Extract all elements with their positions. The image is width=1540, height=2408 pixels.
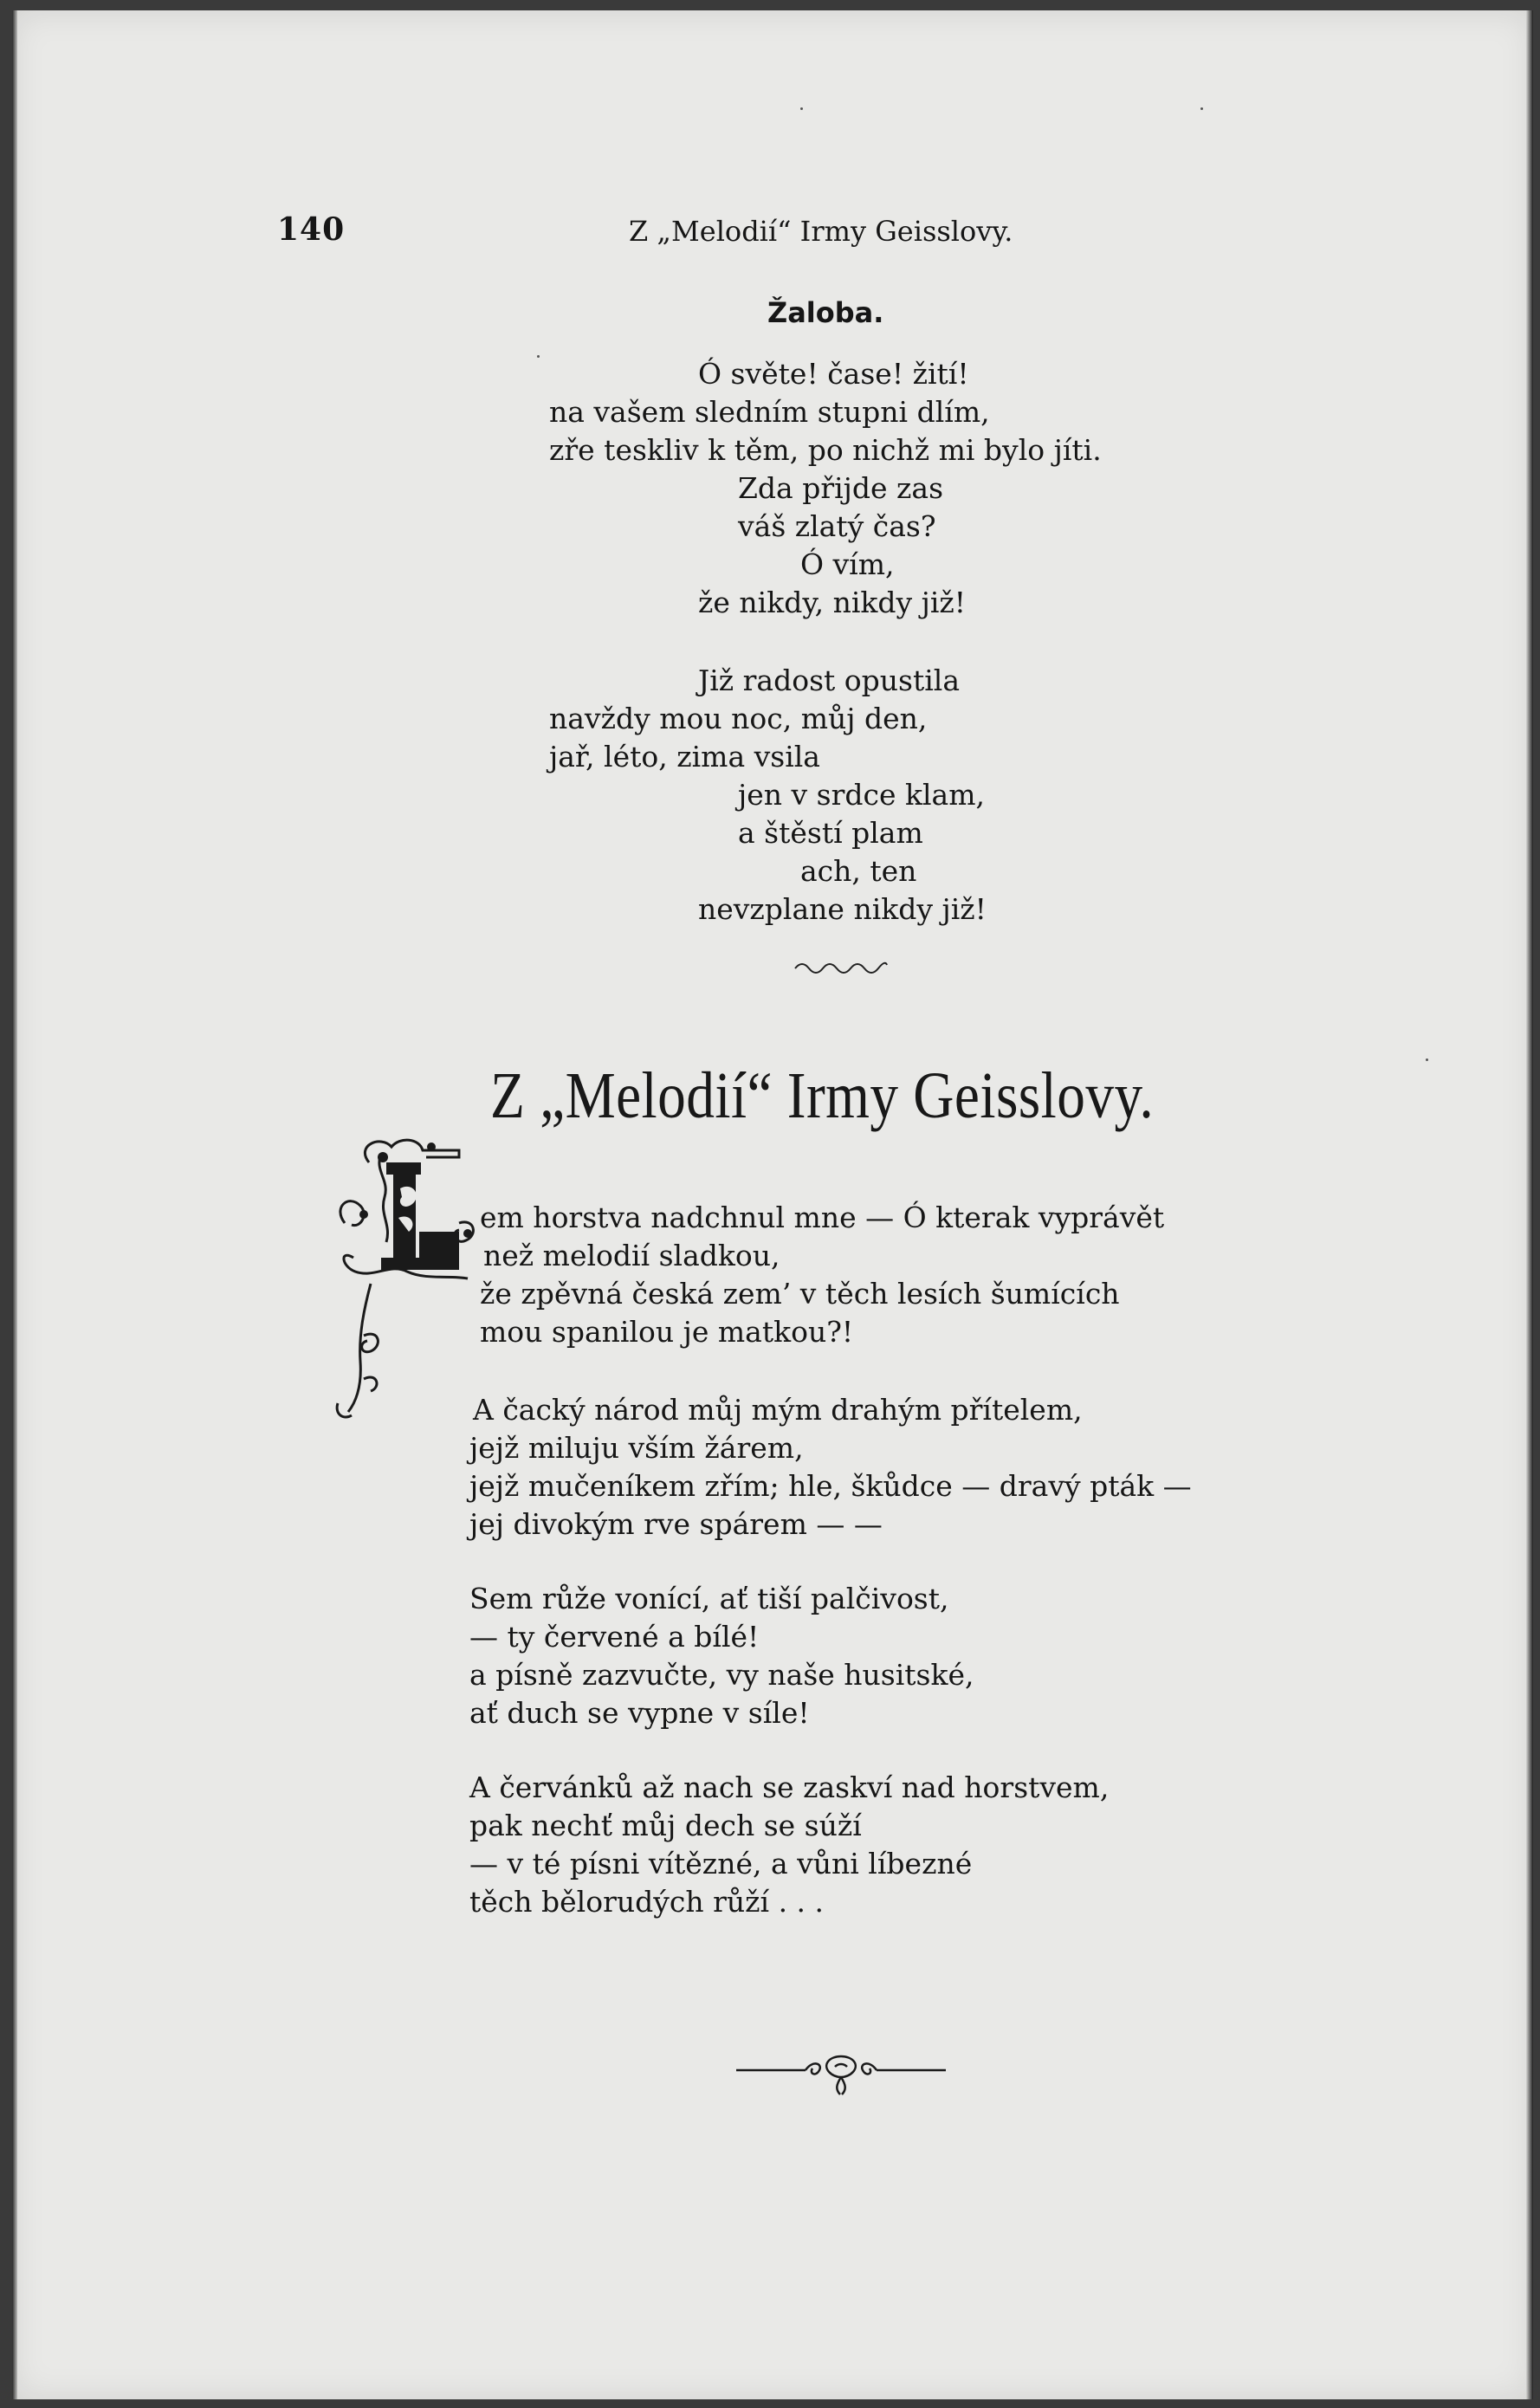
verse-line: Ó světe! čase! žití! bbox=[698, 357, 969, 391]
verse-line: a štěstí plam bbox=[738, 816, 923, 850]
book-page bbox=[12, 10, 1533, 2399]
verse-line: váš zlatý čas? bbox=[738, 509, 936, 543]
scan-speck bbox=[537, 355, 540, 358]
page-number: 140 bbox=[277, 211, 346, 248]
verse-line: em horstva nadchnul mne — Ó kterak vyprávět bbox=[480, 1201, 1165, 1234]
verse-line: že zpěvná česká zem’ v těch lesích šumících bbox=[480, 1277, 1120, 1311]
verse-line: že nikdy, nikdy již! bbox=[698, 586, 967, 619]
verse-line: těch bělorudých růží . . . bbox=[469, 1885, 825, 1919]
poem1-stanza-2 bbox=[12, 662, 1533, 1081]
verse-line: — v té písni vítězné, a vůni líbezné bbox=[469, 1847, 973, 1880]
running-title: Z „Melodií“ Irmy Geisslovy. bbox=[629, 215, 1013, 248]
verse-line: na vašem sledním stupni dlím, bbox=[549, 395, 990, 429]
verse-line: než melodií sladkou, bbox=[483, 1239, 780, 1272]
tailpiece-ornament-icon bbox=[733, 2051, 949, 2103]
verse-line: Již radost opustila bbox=[698, 663, 961, 697]
verse-line: Sem růže vonící, ať tiší palčivost, bbox=[469, 1582, 949, 1615]
verse-line: jejž mučeníkem zřím; hle, škůdce — dravý pták — bbox=[469, 1469, 1192, 1503]
scan-speck bbox=[1426, 1058, 1428, 1061]
poem-title-zaloba: Žaloba. bbox=[767, 296, 884, 329]
verse-line: ach, ten bbox=[800, 854, 917, 888]
verse-line: jejž miluju vším žárem, bbox=[469, 1431, 804, 1465]
poem1-stanza-1 bbox=[12, 355, 1533, 698]
poem-title-melodii: Z „Melodií“ Irmy Geisslovy. bbox=[490, 1059, 1155, 1132]
wavy-divider-icon bbox=[793, 958, 889, 975]
verse-line: a písně zazvučte, vy naše husitské, bbox=[469, 1658, 974, 1692]
verse-line: Zda přijde zas bbox=[738, 471, 944, 505]
verse-line: — ty červené a bílé! bbox=[469, 1620, 760, 1654]
verse-line: ať duch se vypne v síle! bbox=[469, 1696, 810, 1730]
verse-line: jej divokým rve spárem — — bbox=[469, 1507, 883, 1541]
running-header bbox=[12, 211, 1533, 255]
verse-line: A čacký národ můj mým drahým přítelem, bbox=[473, 1393, 1083, 1427]
verse-line: navždy mou noc, můj den, bbox=[549, 702, 928, 735]
verse-line: A červánků až nach se zaskví nad horstvem, bbox=[469, 1770, 1110, 1804]
verse-line: pak nechť můj dech se súží bbox=[469, 1809, 862, 1842]
verse-line: jen v srdce klam, bbox=[738, 778, 985, 812]
verse-line: mou spanilou je matkou?! bbox=[480, 1315, 854, 1349]
verse-line: nevzplane nikdy již! bbox=[698, 892, 987, 926]
scan-speck bbox=[800, 107, 803, 110]
verse-line: Ó vím, bbox=[800, 547, 895, 581]
scan-speck bbox=[1200, 107, 1203, 110]
poem2-stanza-4 bbox=[12, 1769, 1533, 1997]
verse-line: jař, léto, zima vsila bbox=[549, 740, 820, 774]
verse-line: zře teskliv k těm, po nichž mi bylo jíti. bbox=[549, 433, 1102, 467]
